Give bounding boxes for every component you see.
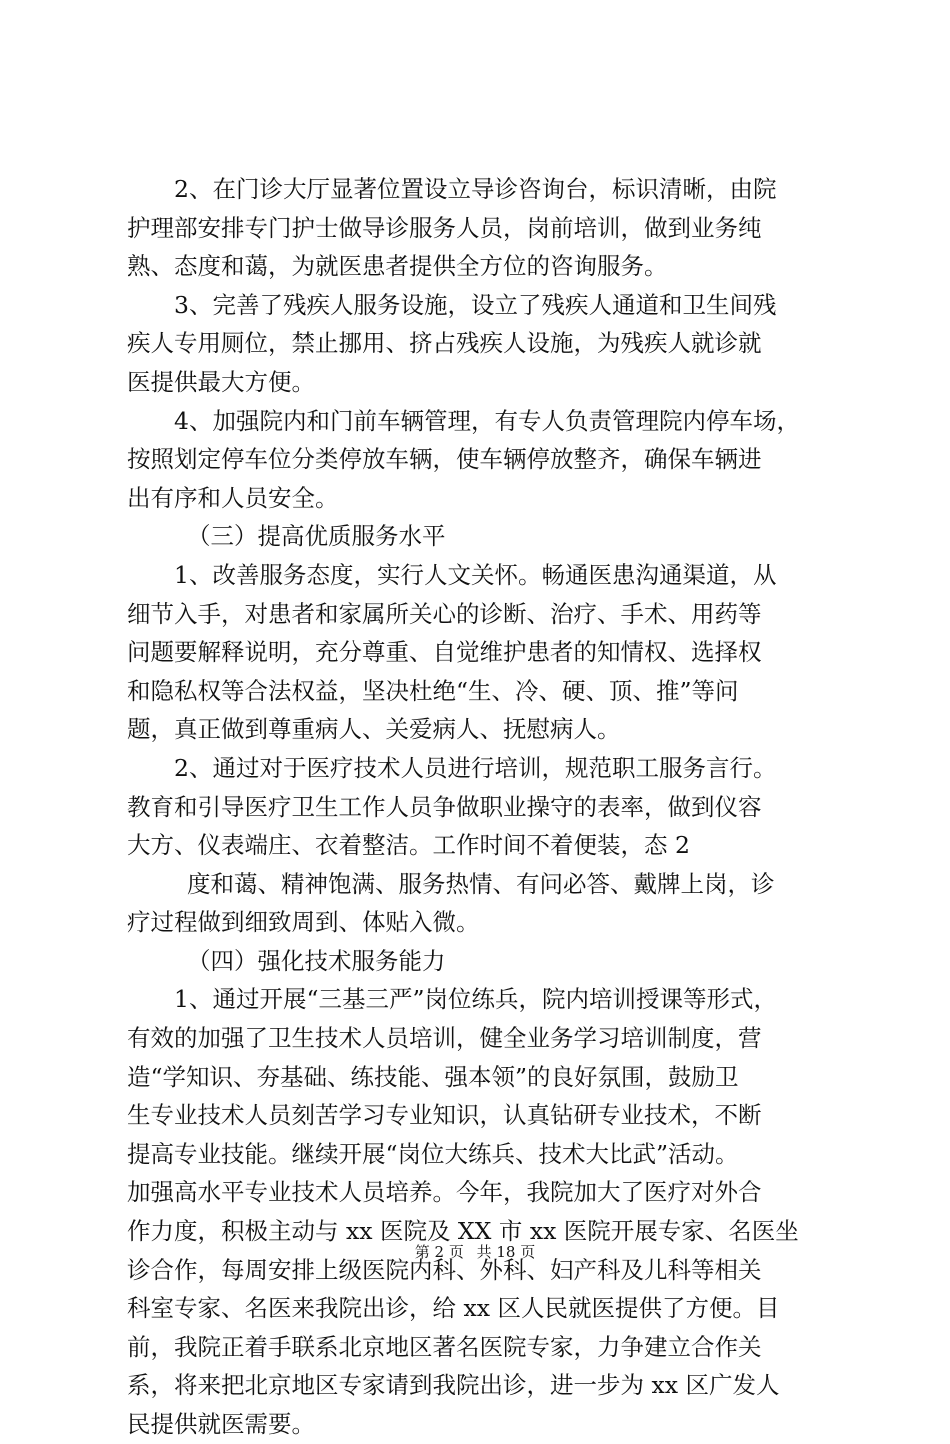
paragraph-line: 4、加强院内和门前车辆管理，有专人负责管理院内停车场， [174, 406, 800, 435]
paragraph-line: 生专业技术人员刻苦学习专业知识，认真钻研专业技术，不断 [127, 1101, 762, 1130]
section-heading: （三）提高优质服务水平 [187, 522, 446, 551]
paragraph-line: 度和蔼、精神饱满、服务热情、有问必答、戴牌上岗，诊 [187, 869, 775, 898]
paragraph-line: 大方、仪表端庄、衣着整洁。工作时间不着便装，态 2 [127, 831, 690, 860]
paragraph-line: 3、完善了残疾人服务设施，设立了残疾人通道和卫生间残 [174, 290, 777, 319]
paragraph-line: 2、在门诊大厅显著位置设立导诊咨询台，标识清晰，由院 [174, 175, 777, 203]
paragraph-line: 问题要解释说明，充分尊重、自觉维护患者的知情权、选择权 [127, 638, 762, 667]
page-footer [0, 1242, 950, 1262]
page-total: 共 18 页 [476, 1243, 536, 1261]
paragraph-line: 熟、态度和蔼，为就医患者提供全方位的咨询服务。 [127, 252, 668, 281]
paragraph-line: 按照划定停车位分类停放车辆，使车辆停放整齐，确保车辆进 [127, 445, 762, 474]
paragraph-line: 1、通过开展“三基三严”岗位练兵，院内培训授课等形式， [174, 985, 777, 1014]
paragraph-line: 有效的加强了卫生技术人员培训，健全业务学习培训制度，营 [127, 1024, 762, 1053]
paragraph-line: 和隐私权等合法权益，坚决杜绝“生、冷、硬、顶、推”等问 [127, 676, 739, 705]
paragraph-line: 作力度，积极主动与 xx 医院及 XX 市 xx 医院开展专家、名医坐 [127, 1217, 799, 1246]
paragraph-line: 出有序和人员安全。 [127, 483, 339, 512]
paragraph-line: 题，真正做到尊重病人、关爱病人、抚慰病人。 [127, 715, 621, 744]
paragraph-line: 细节入手，对患者和家属所关心的诊断、治疗、手术、用药等 [127, 599, 762, 628]
paragraph-line: 2、通过对于医疗技术人员进行培训，规范职工服务言行。 [174, 753, 777, 782]
paragraph-line: 科室专家、名医来我院出诊，给 xx 区人民就医提供了方便。目 [127, 1294, 780, 1323]
paragraph-line: 疾人专用厕位，禁止挪用、挤占残疾人设施，为残疾人就诊就 [127, 329, 762, 358]
paragraph-line: 提高专业技能。继续开展“岗位大练兵、技术大比武”活动。 [127, 1139, 739, 1168]
paragraph-line: 加强高水平专业技术人员培养。今年，我院加大了医疗对外合 [127, 1178, 762, 1207]
section-heading: （四）强化技术服务能力 [187, 946, 446, 975]
paragraph-line: 医提供最大方便。 [127, 367, 315, 396]
page-number: 第 2 页 [414, 1243, 464, 1261]
paragraph-line: 1、改善服务态度，实行人文关怀。畅通医患沟通渠道，从 [174, 560, 777, 589]
paragraph-line: 护理部安排专门护士做导诊服务人员，岗前培训，做到业务纯 [127, 213, 762, 242]
paragraph-line: 系，将来把北京地区专家请到我院出诊，进一步为 xx 区广发人 [127, 1371, 780, 1400]
paragraph-line: 前，我院正着手联系北京地区著名医院专家，力争建立合作关 [127, 1332, 762, 1361]
paragraph-line: 教育和引导医疗卫生工作人员争做职业操守的表率，做到仪容 [127, 792, 762, 821]
paragraph-line: 诊合作，每周安排上级医院内科、外科、妇产科及儿科等相关 [127, 1255, 762, 1284]
paragraph-line: 造“学知识、夯基础、练技能、强本领”的良好氛围，鼓励卫 [127, 1062, 739, 1091]
paragraph-line: 疗过程做到细致周到、体贴入微。 [127, 908, 480, 937]
paragraph-line: 民提供就医需要。 [127, 1410, 315, 1438]
